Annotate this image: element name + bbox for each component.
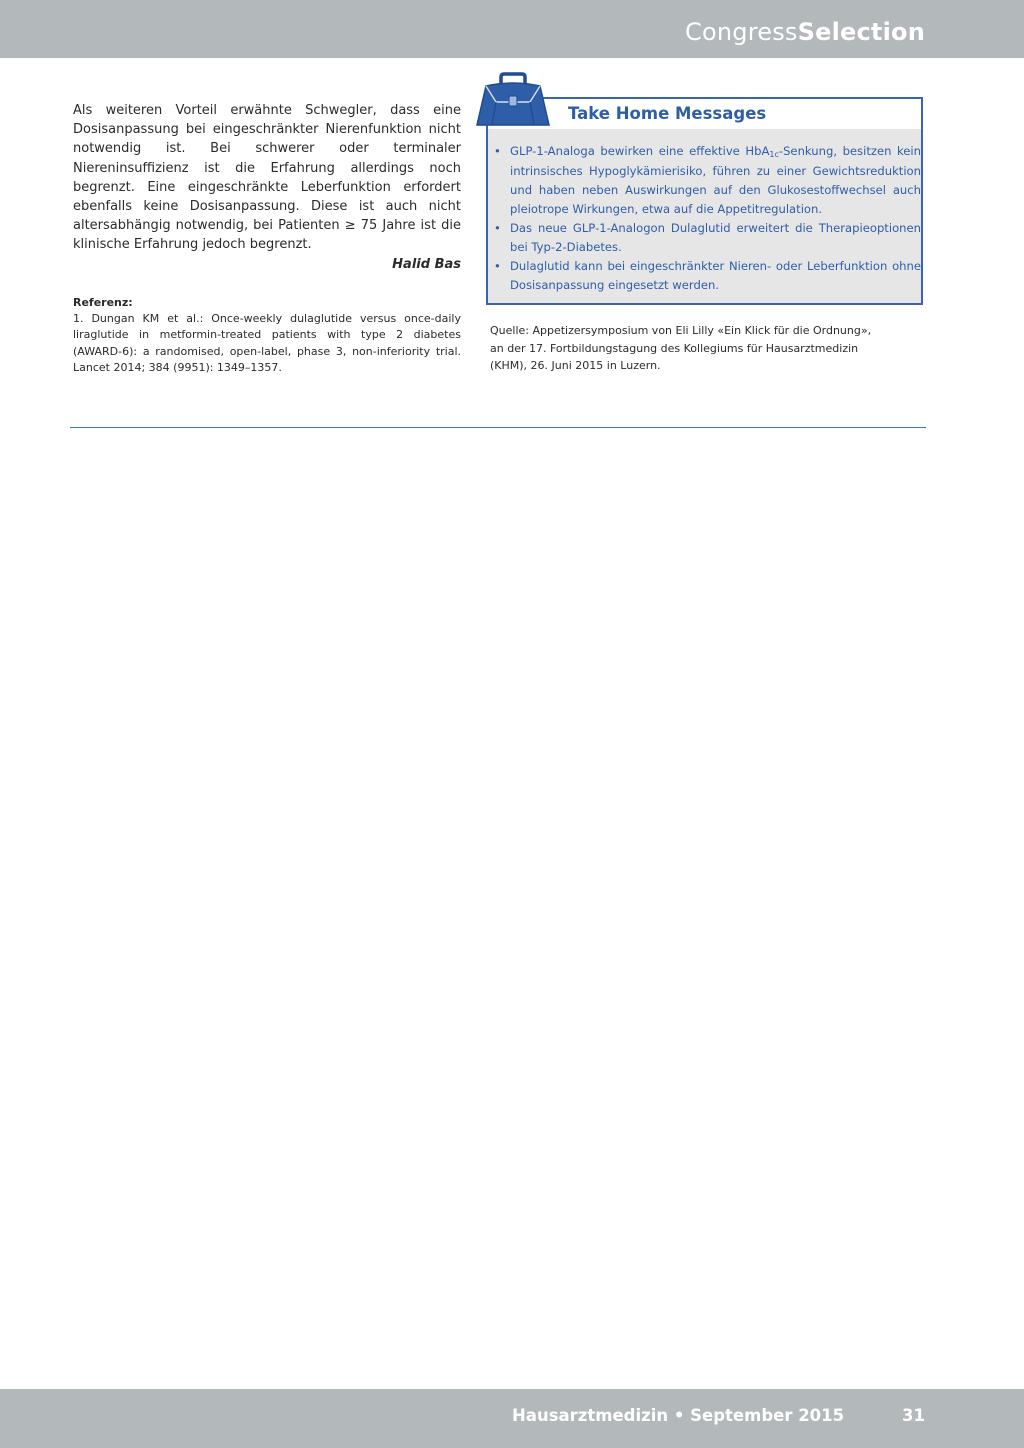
take-home-title: Take Home Messages	[568, 104, 767, 123]
item1-text-after: -Senkung, besitzen kein intrinsisches Hypoglykämierisiko, führen zu einer Gewichtsreduktion und haben neben Auswirkungen auf den Glukosestoffwechsel auch pleiotrope Wirkungen, etwa auf die Appetitregulation.	[510, 144, 921, 216]
take-home-box	[486, 97, 923, 305]
item2-text: Das neue GLP-1-Analogon Dulaglutid erweitert die Therapieoptionen bei Typ-2-Diabetes.	[510, 221, 921, 254]
take-home-list	[494, 142, 921, 295]
article-paragraph: Als weiteren Vorteil erwähnte Schwegler, dass eine Dosisanpassung bei eingeschränkter Nierenfunktion nicht notwendig ist. Bei schwerer oder terminaler Niereninsuffizienz ist die Erfahrung allerdings noch begrenzt. Eine eingeschränkte Leberfunktion erfordert ebenfalls keine Dosisanpassung. Diese ist auch nicht altersabhängig notwendig, bei Patienten ≥ 75 Jahre ist die klinische Erfahrung jedoch begrenzt.	[73, 103, 461, 253]
list-item	[494, 219, 921, 257]
bullet-icon: •	[494, 259, 501, 273]
reference-heading: Referenz:	[73, 295, 133, 309]
section-title	[685, 17, 925, 47]
item3-text: Dulaglutid kann bei eingeschränkter Nieren- oder Leberfunktion ohne Dosisanpassung eingesetzt werden.	[510, 259, 921, 292]
section-title-bold: Selection	[797, 18, 925, 46]
page-header	[0, 0, 1024, 58]
list-item	[494, 142, 921, 219]
bullet-icon: •	[494, 144, 501, 158]
item1-subscript: 1c	[769, 150, 779, 159]
article-column	[73, 101, 461, 377]
source-note: Quelle: Appetizersymposium von Eli Lilly «Ein Klick für die Ordnung», an der 17. Fortbildungstagung des Kollegiums für Hausarztmedizin (KHM), 26. Juni 2015 in Luzern.	[490, 324, 872, 372]
page-number: 31	[902, 1406, 925, 1425]
item1-text-before: GLP-1-Analoga bewirken eine effektive HbA	[510, 144, 770, 158]
page-footer	[0, 1389, 1024, 1448]
journal-issue: Hausarztmedizin • September 2015	[512, 1406, 845, 1425]
list-item	[494, 257, 921, 295]
author-name: Halid Bas	[392, 256, 461, 272]
section-divider	[70, 427, 926, 428]
bullet-icon: •	[494, 221, 501, 235]
doctor-bag-icon	[474, 72, 552, 128]
reference-text: 1. Dungan KM et al.: Once-weekly dulaglutide versus once-daily liraglutide in metformin-treated patients with type 2 diabetes (AWARD-6): a randomised, open-label, phase 3, non-inferiority trial. Lancet 2014; 384 (9951): 1349–1357.	[73, 311, 461, 375]
section-title-light: Congress	[685, 18, 798, 46]
